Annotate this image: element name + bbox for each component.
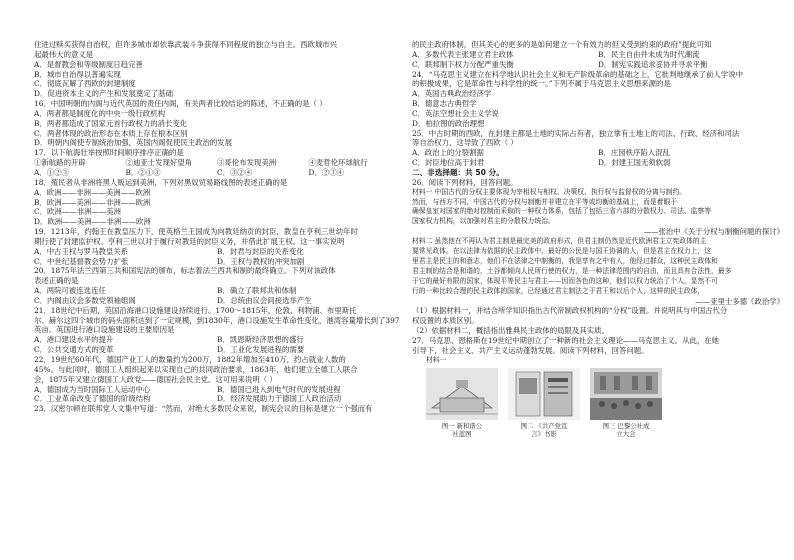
figure-caption: 图一 新和谐公 <box>441 421 483 430</box>
option-line: D．促进资本主义的产生和发展奠定了基础 <box>34 89 173 99</box>
question-22-stem: 45%。与此同时，德国工人组织起来以实现自己的共同政治要求，1863年，他们建立全德工人联合 <box>34 364 358 374</box>
figure-row <box>426 368 662 439</box>
question-21-stem: 21．18世纪中后期，英国沿海港口设施建设持续进行。1700～1815年，伦敦、利物浦、布里斯托 <box>34 305 357 315</box>
option: D．工业化发展进程的需要 <box>217 345 305 355</box>
question-16-stem: 16．中国明朝的内阁与近代英国的责任内阁，有关两者比较结论的陈述，不正确的是（ ） <box>34 99 327 109</box>
question-22-stem: 会，1875年又建立德国工人政党——德国社会民主党。这可用来说明（ ） <box>34 374 277 384</box>
question-22-options <box>34 385 400 395</box>
question-25-stem: 等自治权力，这导致了西欧（ ） <box>412 138 518 148</box>
option-line: B．德意志古典哲学 <box>412 99 477 109</box>
figure-caption: 言》书影 <box>531 429 557 438</box>
option-line: B．两者都造成了国家元首行政权力的消长变化 <box>34 118 188 128</box>
question-20-options <box>34 286 400 296</box>
paris-commune-assembly-image <box>590 368 662 420</box>
option-line: C．英法空想社会主义学说 <box>412 108 499 118</box>
communist-manifesto-cover-image <box>508 368 580 420</box>
option: B．确立了联邦共和体制 <box>217 286 297 296</box>
material-line: 要常见政体。在以法律为依据的民主政体中，最好的公民是与国王协调的人，但是君主在权力上，这 <box>412 247 712 256</box>
option-line: B．欧洲——美洲——非洲——欧洲 <box>34 197 151 207</box>
figure-caption: 立大会 <box>616 429 636 438</box>
material-line: 君主制的结合是和谐的，土谷都倾向人民所行使的权力，是一种法律范围内的自由，而且具有合法性，最多 <box>412 266 732 275</box>
option: A．港口建设水平的提升 <box>34 335 114 345</box>
option: B．庄园秩序陷入混乱 <box>598 148 670 158</box>
question-26-stem: 26．阅读下列材料，回答问题。 <box>412 177 518 187</box>
figure-caption: 图三 巴黎公社成 <box>602 421 650 430</box>
option: B．德国已进入到电气时代的发展进程 <box>217 384 341 394</box>
figure-2 <box>508 368 580 439</box>
question-17-choices <box>34 168 400 178</box>
option: A．德国成为当时国际工人运动中心 <box>34 384 151 394</box>
question-24-stem: 24．“马克思主义建立在科学地认识社会主义和无产阶级革命的基础之上，它批判地继承了前人学说中 <box>412 69 743 79</box>
text-line: 的民主政府体制，但其关心的更多的是如何建立一个有效力的但又受到约束的政府”提此可知 <box>412 40 712 49</box>
option-line: A．英国古典政治经济学 <box>412 89 492 99</box>
option: A．两院可被连选连任 <box>34 286 106 296</box>
question-27-stem: 引导下，社会主义、共产主义运动蓬勃发展。阅读下列材料，回答问题。 <box>412 345 649 355</box>
question-21-options <box>34 345 400 355</box>
text-line: 起最伟大的意义是 <box>34 49 94 59</box>
question-22-options <box>34 394 400 404</box>
figure-1 <box>426 368 498 439</box>
q17-choice: D．②③④ <box>308 167 344 177</box>
question-24-stem: 的积极成果，它是革命性与科学性的统一。”下列不属于马克思主义思想来源的是 <box>412 79 671 89</box>
option-line: B．城市自治得以普遍实现 <box>34 69 121 79</box>
material-line: 行的一种比较合理的民主政体的国家，已经通过君主制法之于君王和以后个人，这样的民主政体， <box>412 286 705 295</box>
option: A．中古王权与罗马教皇关系 <box>34 246 129 256</box>
material-line: 然而，与西方不同，中国古代的分权与制衡并非建立在平等或均衡的基础上，而是着眼于 <box>412 197 678 206</box>
option: D．经济发展助力于德国工人政治活动 <box>217 394 342 404</box>
option: A．政治上的分裂割据 <box>412 148 484 158</box>
q17-choice: B．②①③ <box>125 167 161 177</box>
q17-item: ③哥伦布发现美洲 <box>217 158 277 168</box>
question-19-stem: 期行使了封建监护权。亨利三世以对于履行对教廷的封臣义务，并借此扩展王权。这一事实说明 <box>34 236 345 246</box>
question-20-stem: 20．1875年法兰西第三共和国宪法的颁布，标志着法兰西共和制的最终确立。下列对该政体 <box>34 266 336 276</box>
option: C．封臣地位高于封君 <box>412 158 485 168</box>
option-line: D．明朝内阁使专制统治加强，英国内阁促使民主政治的发展 <box>34 138 233 148</box>
question-25-options <box>412 158 784 168</box>
option-line: D．欧洲——美洲——非洲——欧洲 <box>34 217 151 227</box>
question-21-stem: 尔、赫尔这四个城市的码头面积达到了一定规模，到1830年，港口设施发生革命性变化，港湾容量增长到了397 <box>34 315 400 325</box>
figure-caption: 图二 《共产党宣 <box>520 421 568 430</box>
community-blueprint-image <box>426 368 498 420</box>
option: D．制宪实践追求妥协并寻求平衡 <box>598 59 708 69</box>
option: C．内阁由议会多数党领袖组阁 <box>34 295 136 305</box>
option: B．民主自由并未成为时代潮流 <box>598 49 700 59</box>
left-column <box>34 40 400 414</box>
option-line: A．欧洲——非洲——美洲——欧洲 <box>34 187 151 197</box>
question-23-options <box>412 60 784 70</box>
q17-item: ①新航路的开辟 <box>34 158 86 168</box>
question-25-options <box>412 148 784 158</box>
material-line: 确保皇室对国家的绝对控制而采取的一种权力体系，包括了包括三省六部的分散权力、司法、监察等 <box>412 207 712 216</box>
question-23-options <box>412 50 784 60</box>
option: C．工业革命改变了德国的阶级结构 <box>34 394 151 404</box>
question-17-items <box>34 158 400 168</box>
question-22-stem: 22．19世纪60年代，德国产业工人的数量约为200万，1882年增加至410万，约占就业人数的 <box>34 355 346 364</box>
question-18-stem: 18．殖民者从非洲将黑人贩运到美洲，下列对黑奴贸易路线图的表述正确的是 <box>34 177 288 187</box>
sub-question: 权设置的本质区别。 <box>412 316 479 326</box>
question-23-stem: 23．汉密尔顿在联邦党人文集中写道：“然而，对绝大多数民众来说，制宪会议的目标是建立一个强而有 <box>34 404 373 414</box>
section-title: 二、非选择题：共 50 分。 <box>412 167 504 177</box>
q17-choice: C．③②④ <box>217 167 253 177</box>
option: D．总统由议会间接选举产生 <box>217 295 312 305</box>
option: C．公共交通方式的变革 <box>34 345 114 355</box>
material-line: 于它的最好有限的国家，体现平等民主与君主——因而各色的这种，他们以权力统治了个人，显然不可 <box>412 276 718 285</box>
text-line: 住进过赎买获得自治权，但许多城市却依靠武装斗争获得不同程度的独立与自主。西欧城市兴 <box>34 40 338 49</box>
option: B．凯恩斯经济思想的盛行 <box>217 335 304 345</box>
question-21-stem: 英亩。英国进行港口设施建设的主要原因是 <box>34 325 175 335</box>
material-label: 材料一 <box>426 355 447 364</box>
option: C．中世纪基督教会势力扩张 <box>34 256 129 266</box>
question-27-stem: 27．马克思、恩格斯在19世纪中期创立了一种新的社会主义理论——马克思主义。从此，在她 <box>412 335 720 345</box>
material-source: ——亚里士多德《政治学》 <box>695 296 784 306</box>
material-source: ——张治中《关于分权与制衡问题的探讨》 <box>643 227 784 237</box>
figure-caption: 社蓝图 <box>452 429 472 438</box>
option-line: D．柏拉图的政治理想 <box>412 118 485 128</box>
question-25-stem: 25．中古时期的西欧，在封建主都是土地的实际占有者，独立掌有土地上的司法、行政、经济和司法 <box>412 128 740 138</box>
right-column <box>412 40 784 438</box>
question-20-options <box>34 296 400 306</box>
option: C．联邦制下权力分配严重失衡 <box>412 59 514 69</box>
material-line: 里君主是民主的和意志，他们不在法律之中制衡的，我是享有之中有人，他经过群众，这种民主政体和 <box>412 256 718 265</box>
q17-choice: A．①②③ <box>34 167 69 177</box>
option-line: C．欧洲——非洲——美洲 <box>34 207 121 217</box>
question-19-options <box>34 247 400 257</box>
q17-item: ②迪亚士发现好望角 <box>125 158 193 168</box>
question-21-options <box>34 335 400 345</box>
option-line: C．彻底瓦解了西欧的封建制度 <box>34 79 136 89</box>
figure-3 <box>590 368 662 439</box>
q17-item: ④麦哲伦环球航行 <box>308 158 368 168</box>
question-17-stem: 17．以下航海壮举按照时间顺序排序正确的是 <box>34 148 184 158</box>
material-line: 国家权力机构，以加强对君主的分散权力统治。 <box>412 217 555 226</box>
option-line: A．是督教会和等级制度日趋完善 <box>34 59 143 69</box>
material-line: 材料二 虽然他在不再认为君主制是最完美的政府形式，但君主制仍然是近代欧洲君主立宪政体的主 <box>412 237 707 246</box>
question-20-stem: 表述正确的是 <box>34 276 79 286</box>
option: A．多数代表主张建立君主政体 <box>412 49 514 59</box>
option: D．封建王国无须软弱 <box>598 158 671 168</box>
option-line: C．两者体现的政治形态在本质上存在根本区别 <box>34 128 188 138</box>
material-line: 材料一 中国古代的分权主要体现为宰相权与相权、决策权、执行权与监督权的分离与制约。 <box>412 187 687 196</box>
option-line: A．两者都是制度化的中央一级行政机构 <box>34 108 165 118</box>
question-19-options <box>34 257 400 267</box>
question-19-stem: 19．1213年，约翰王在教皇压力下，使英格兰王国成为向教廷纳贡的封臣，教皇在亨利三世幼年时 <box>34 227 358 237</box>
sub-question: （2）依据材料二，概括指出雅典民主政体的局限及其实质。 <box>412 326 609 336</box>
sub-question: （1）根据材料一，并结合所学知识指出古代帝制政权机构的“分权”设置。并说明其与中国古代分 <box>412 306 728 316</box>
option: D．王权与教权的冲突加剧 <box>217 256 305 266</box>
option: B．封君与封臣的关系变化 <box>217 246 304 256</box>
